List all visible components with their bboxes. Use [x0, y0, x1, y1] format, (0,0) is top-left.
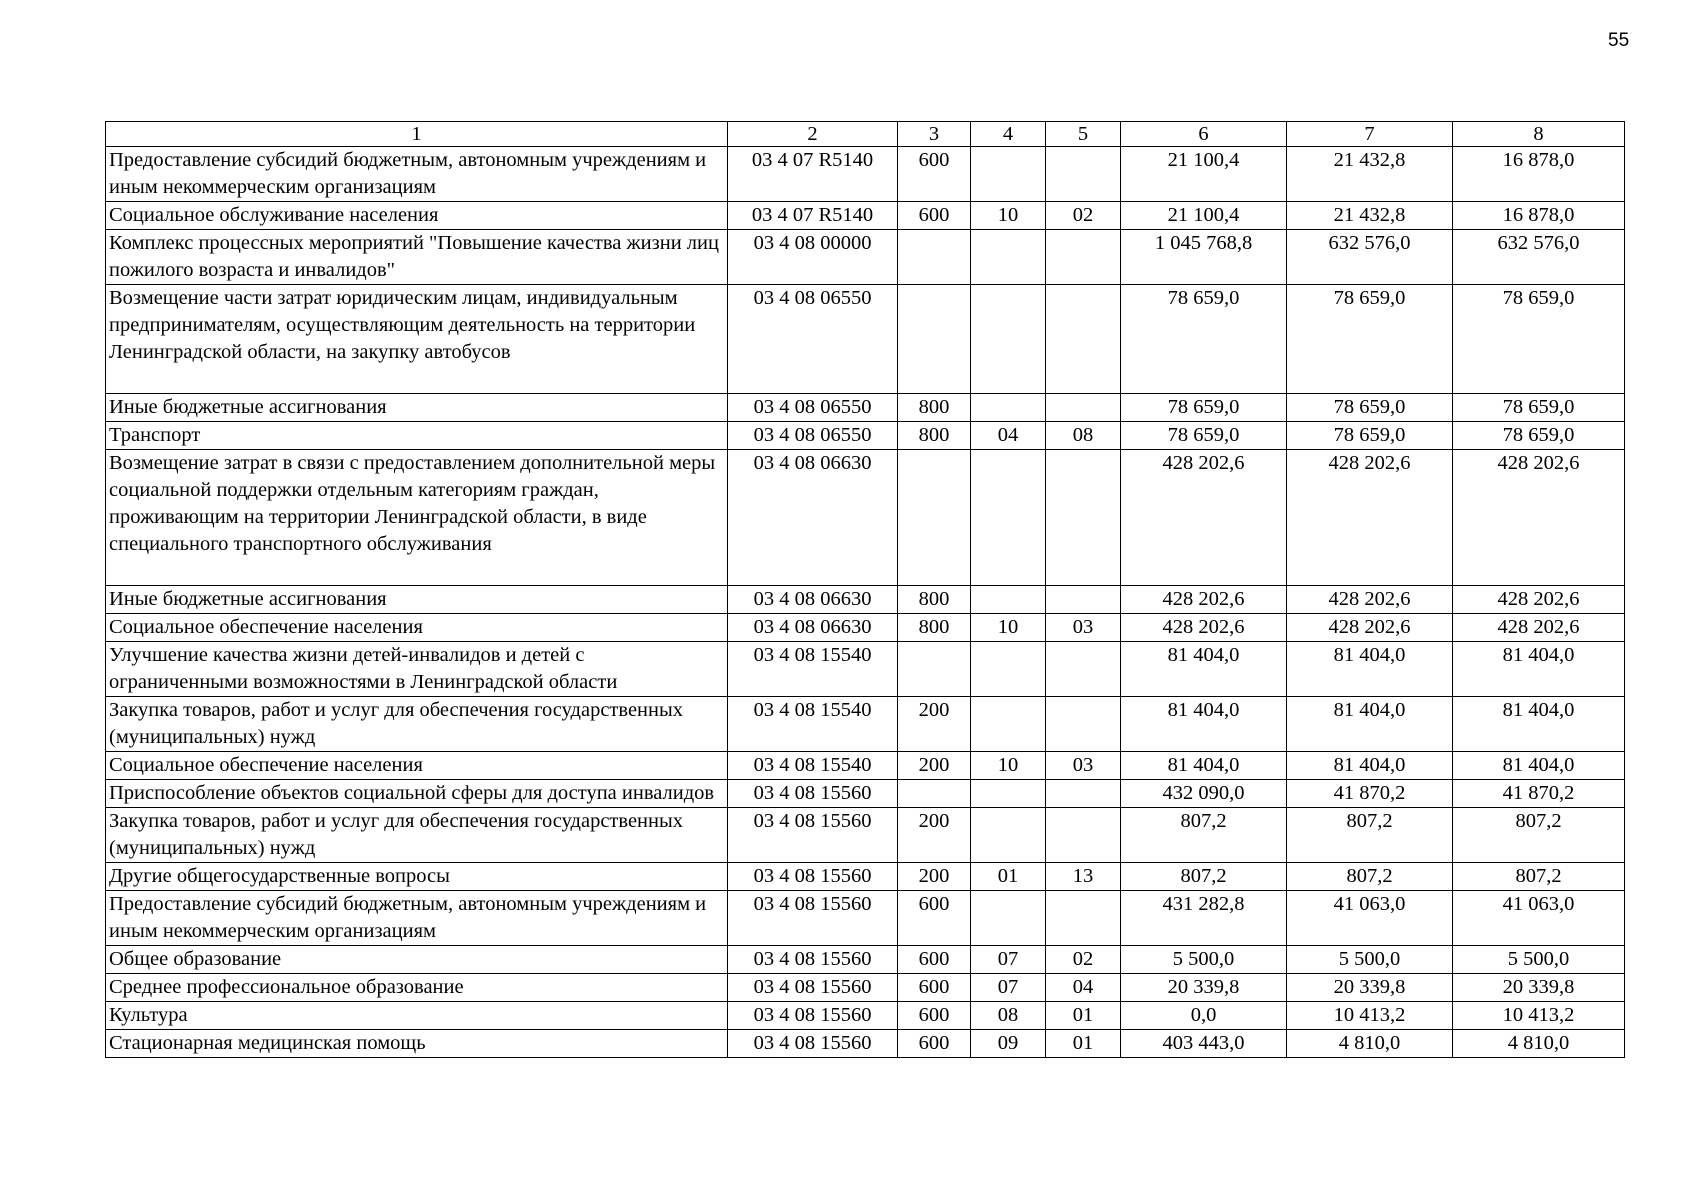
expense-kind: 600 — [898, 202, 971, 230]
row-name: Среднее профессиональное образование — [106, 974, 728, 1002]
amount-col7: 428 202,6 — [1287, 450, 1453, 586]
header-row — [106, 122, 1625, 147]
amount-col8: 41 870,2 — [1453, 780, 1625, 808]
target-code: 03 4 08 15560 — [728, 863, 898, 891]
amount-col7: 81 404,0 — [1287, 642, 1453, 697]
subsection — [1046, 450, 1121, 586]
amount-col8: 78 659,0 — [1453, 422, 1625, 450]
subsection — [1046, 586, 1121, 614]
section: 08 — [971, 1002, 1046, 1030]
table-row — [106, 147, 1625, 202]
subsection: 02 — [1046, 202, 1121, 230]
row-name: Возмещение части затрат юридическим лицам, индивидуальным предпринимателям, осуществляющим деятельность на территории Ленинградской области, на закупку автобусов — [106, 285, 728, 394]
section — [971, 891, 1046, 946]
subsection — [1046, 780, 1121, 808]
subsection — [1046, 697, 1121, 752]
amount-col6: 21 100,4 — [1121, 202, 1287, 230]
section — [971, 285, 1046, 394]
amount-col6: 432 090,0 — [1121, 780, 1287, 808]
target-code: 03 4 08 15560 — [728, 946, 898, 974]
row-name: Предоставление субсидий бюджетным, автономным учреждениям и иным некоммерческим организациям — [106, 891, 728, 946]
amount-col6: 78 659,0 — [1121, 394, 1287, 422]
section: 09 — [971, 1030, 1046, 1058]
target-code: 03 4 08 15560 — [728, 1030, 898, 1058]
section: 07 — [971, 946, 1046, 974]
table-row — [106, 891, 1625, 946]
expense-kind: 200 — [898, 697, 971, 752]
subsection — [1046, 394, 1121, 422]
amount-col8: 78 659,0 — [1453, 394, 1625, 422]
section — [971, 147, 1046, 202]
table-row — [106, 808, 1625, 863]
expense-kind: 600 — [898, 974, 971, 1002]
expense-kind: 800 — [898, 586, 971, 614]
expense-kind: 600 — [898, 891, 971, 946]
subsection — [1046, 147, 1121, 202]
target-code: 03 4 08 06550 — [728, 422, 898, 450]
subsection: 13 — [1046, 863, 1121, 891]
section — [971, 450, 1046, 586]
amount-col8: 16 878,0 — [1453, 202, 1625, 230]
row-name: Комплекс процессных мероприятий "Повышение качества жизни лиц пожилого возраста и инвалидов" — [106, 230, 728, 285]
amount-col7: 81 404,0 — [1287, 752, 1453, 780]
row-name: Социальное обеспечение населения — [106, 752, 728, 780]
section: 01 — [971, 863, 1046, 891]
row-name: Иные бюджетные ассигнования — [106, 394, 728, 422]
column-header: 6 — [1121, 122, 1287, 147]
expense-kind: 200 — [898, 752, 971, 780]
subsection — [1046, 891, 1121, 946]
expense-kind: 600 — [898, 147, 971, 202]
amount-col8: 16 878,0 — [1453, 147, 1625, 202]
amount-col6: 21 100,4 — [1121, 147, 1287, 202]
amount-col6: 78 659,0 — [1121, 285, 1287, 394]
row-name: Возмещение затрат в связи с предоставлением дополнительной меры социальной поддержки отдельным категориям граждан, проживающим на территории Ленинградской области, в виде специального транспортного обслуживания — [106, 450, 728, 586]
amount-col7: 428 202,6 — [1287, 614, 1453, 642]
column-header: 4 — [971, 122, 1046, 147]
row-name: Транспорт — [106, 422, 728, 450]
section: 10 — [971, 614, 1046, 642]
row-name: Общее образование — [106, 946, 728, 974]
table-row — [106, 614, 1625, 642]
column-header: 2 — [728, 122, 898, 147]
expense-kind: 200 — [898, 863, 971, 891]
table-row — [106, 1030, 1625, 1058]
target-code: 03 4 08 15560 — [728, 891, 898, 946]
section — [971, 394, 1046, 422]
amount-col8: 4 810,0 — [1453, 1030, 1625, 1058]
amount-col8: 10 413,2 — [1453, 1002, 1625, 1030]
expense-kind: 600 — [898, 1002, 971, 1030]
table-row — [106, 394, 1625, 422]
subsection: 01 — [1046, 1030, 1121, 1058]
target-code: 03 4 08 06550 — [728, 285, 898, 394]
target-code: 03 4 08 06630 — [728, 614, 898, 642]
section — [971, 642, 1046, 697]
expense-kind: 800 — [898, 394, 971, 422]
target-code: 03 4 08 15560 — [728, 808, 898, 863]
row-name: Социальное обеспечение населения — [106, 614, 728, 642]
amount-col8: 20 339,8 — [1453, 974, 1625, 1002]
column-header: 8 — [1453, 122, 1625, 147]
expense-kind: 800 — [898, 614, 971, 642]
table-row — [106, 863, 1625, 891]
amount-col8: 78 659,0 — [1453, 285, 1625, 394]
section: 10 — [971, 202, 1046, 230]
section: 10 — [971, 752, 1046, 780]
expense-kind — [898, 285, 971, 394]
section — [971, 586, 1046, 614]
table-row — [106, 285, 1625, 394]
row-name: Другие общегосударственные вопросы — [106, 863, 728, 891]
row-name: Приспособление объектов социальной сферы для доступа инвалидов — [106, 780, 728, 808]
target-code: 03 4 08 15540 — [728, 697, 898, 752]
column-header: 5 — [1046, 122, 1121, 147]
subsection: 01 — [1046, 1002, 1121, 1030]
table-row — [106, 450, 1625, 586]
amount-col8: 81 404,0 — [1453, 697, 1625, 752]
table-row — [106, 697, 1625, 752]
amount-col7: 41 063,0 — [1287, 891, 1453, 946]
subsection: 03 — [1046, 614, 1121, 642]
amount-col7: 81 404,0 — [1287, 697, 1453, 752]
amount-col8: 428 202,6 — [1453, 614, 1625, 642]
amount-col7: 5 500,0 — [1287, 946, 1453, 974]
column-header: 7 — [1287, 122, 1453, 147]
amount-col8: 81 404,0 — [1453, 642, 1625, 697]
amount-col8: 428 202,6 — [1453, 450, 1625, 586]
row-name: Культура — [106, 1002, 728, 1030]
amount-col7: 632 576,0 — [1287, 230, 1453, 285]
subsection — [1046, 642, 1121, 697]
table-row — [106, 422, 1625, 450]
amount-col7: 21 432,8 — [1287, 147, 1453, 202]
expense-kind — [898, 780, 971, 808]
amount-col8: 632 576,0 — [1453, 230, 1625, 285]
expense-kind — [898, 230, 971, 285]
table-row — [106, 974, 1625, 1002]
expense-kind — [898, 642, 971, 697]
table-row — [106, 642, 1625, 697]
target-code: 03 4 07 R5140 — [728, 147, 898, 202]
amount-col6: 431 282,8 — [1121, 891, 1287, 946]
section: 07 — [971, 974, 1046, 1002]
subsection: 03 — [1046, 752, 1121, 780]
expense-kind — [898, 450, 971, 586]
subsection: 02 — [1046, 946, 1121, 974]
amount-col6: 81 404,0 — [1121, 697, 1287, 752]
amount-col7: 78 659,0 — [1287, 394, 1453, 422]
amount-col7: 78 659,0 — [1287, 285, 1453, 394]
table-row — [106, 780, 1625, 808]
row-name: Стационарная медицинская помощь — [106, 1030, 728, 1058]
subsection — [1046, 230, 1121, 285]
amount-col6: 5 500,0 — [1121, 946, 1287, 974]
amount-col8: 807,2 — [1453, 808, 1625, 863]
amount-col8: 807,2 — [1453, 863, 1625, 891]
amount-col7: 10 413,2 — [1287, 1002, 1453, 1030]
amount-col6: 807,2 — [1121, 863, 1287, 891]
amount-col6: 81 404,0 — [1121, 752, 1287, 780]
table-row — [106, 752, 1625, 780]
amount-col7: 807,2 — [1287, 808, 1453, 863]
table-row — [106, 586, 1625, 614]
expense-kind: 200 — [898, 808, 971, 863]
section — [971, 808, 1046, 863]
amount-col8: 428 202,6 — [1453, 586, 1625, 614]
expense-kind: 600 — [898, 946, 971, 974]
section — [971, 230, 1046, 285]
column-header: 1 — [106, 122, 728, 147]
subsection — [1046, 808, 1121, 863]
row-name: Закупка товаров, работ и услуг для обеспечения государственных (муниципальных) нужд — [106, 697, 728, 752]
amount-col6: 807,2 — [1121, 808, 1287, 863]
section — [971, 697, 1046, 752]
amount-col8: 81 404,0 — [1453, 752, 1625, 780]
subsection — [1046, 285, 1121, 394]
amount-col6: 0,0 — [1121, 1002, 1287, 1030]
target-code: 03 4 08 06630 — [728, 586, 898, 614]
target-code: 03 4 08 00000 — [728, 230, 898, 285]
amount-col8: 41 063,0 — [1453, 891, 1625, 946]
section: 04 — [971, 422, 1046, 450]
subsection: 08 — [1046, 422, 1121, 450]
target-code: 03 4 08 06630 — [728, 450, 898, 586]
amount-col7: 78 659,0 — [1287, 422, 1453, 450]
amount-col7: 807,2 — [1287, 863, 1453, 891]
row-name: Улучшение качества жизни детей-инвалидов и детей с ограниченными возможностями в Ленинградской области — [106, 642, 728, 697]
amount-col8: 5 500,0 — [1453, 946, 1625, 974]
amount-col6: 1 045 768,8 — [1121, 230, 1287, 285]
target-code: 03 4 07 R5140 — [728, 202, 898, 230]
amount-col7: 41 870,2 — [1287, 780, 1453, 808]
section — [971, 780, 1046, 808]
table-row — [106, 1002, 1625, 1030]
subsection: 04 — [1046, 974, 1121, 1002]
table-row — [106, 202, 1625, 230]
amount-col7: 428 202,6 — [1287, 586, 1453, 614]
amount-col6: 20 339,8 — [1121, 974, 1287, 1002]
amount-col6: 428 202,6 — [1121, 586, 1287, 614]
amount-col6: 428 202,6 — [1121, 614, 1287, 642]
column-header: 3 — [898, 122, 971, 147]
table-row — [106, 230, 1625, 285]
amount-col6: 78 659,0 — [1121, 422, 1287, 450]
page-number: 55 — [1608, 30, 1630, 51]
row-name: Иные бюджетные ассигнования — [106, 586, 728, 614]
amount-col7: 21 432,8 — [1287, 202, 1453, 230]
expense-kind: 600 — [898, 1030, 971, 1058]
row-name: Предоставление субсидий бюджетным, автономным учреждениям и иным некоммерческим организациям — [106, 147, 728, 202]
target-code: 03 4 08 15540 — [728, 752, 898, 780]
target-code: 03 4 08 15560 — [728, 780, 898, 808]
row-name: Социальное обслуживание населения — [106, 202, 728, 230]
amount-col7: 20 339,8 — [1287, 974, 1453, 1002]
amount-col6: 403 443,0 — [1121, 1030, 1287, 1058]
amount-col6: 428 202,6 — [1121, 450, 1287, 586]
amount-col6: 81 404,0 — [1121, 642, 1287, 697]
expense-kind: 800 — [898, 422, 971, 450]
target-code: 03 4 08 15560 — [728, 1002, 898, 1030]
amount-col7: 4 810,0 — [1287, 1030, 1453, 1058]
target-code: 03 4 08 15560 — [728, 974, 898, 1002]
row-name: Закупка товаров, работ и услуг для обеспечения государственных (муниципальных) нужд — [106, 808, 728, 863]
target-code: 03 4 08 06550 — [728, 394, 898, 422]
table-row — [106, 946, 1625, 974]
target-code: 03 4 08 15540 — [728, 642, 898, 697]
budget-table — [105, 121, 1625, 1058]
